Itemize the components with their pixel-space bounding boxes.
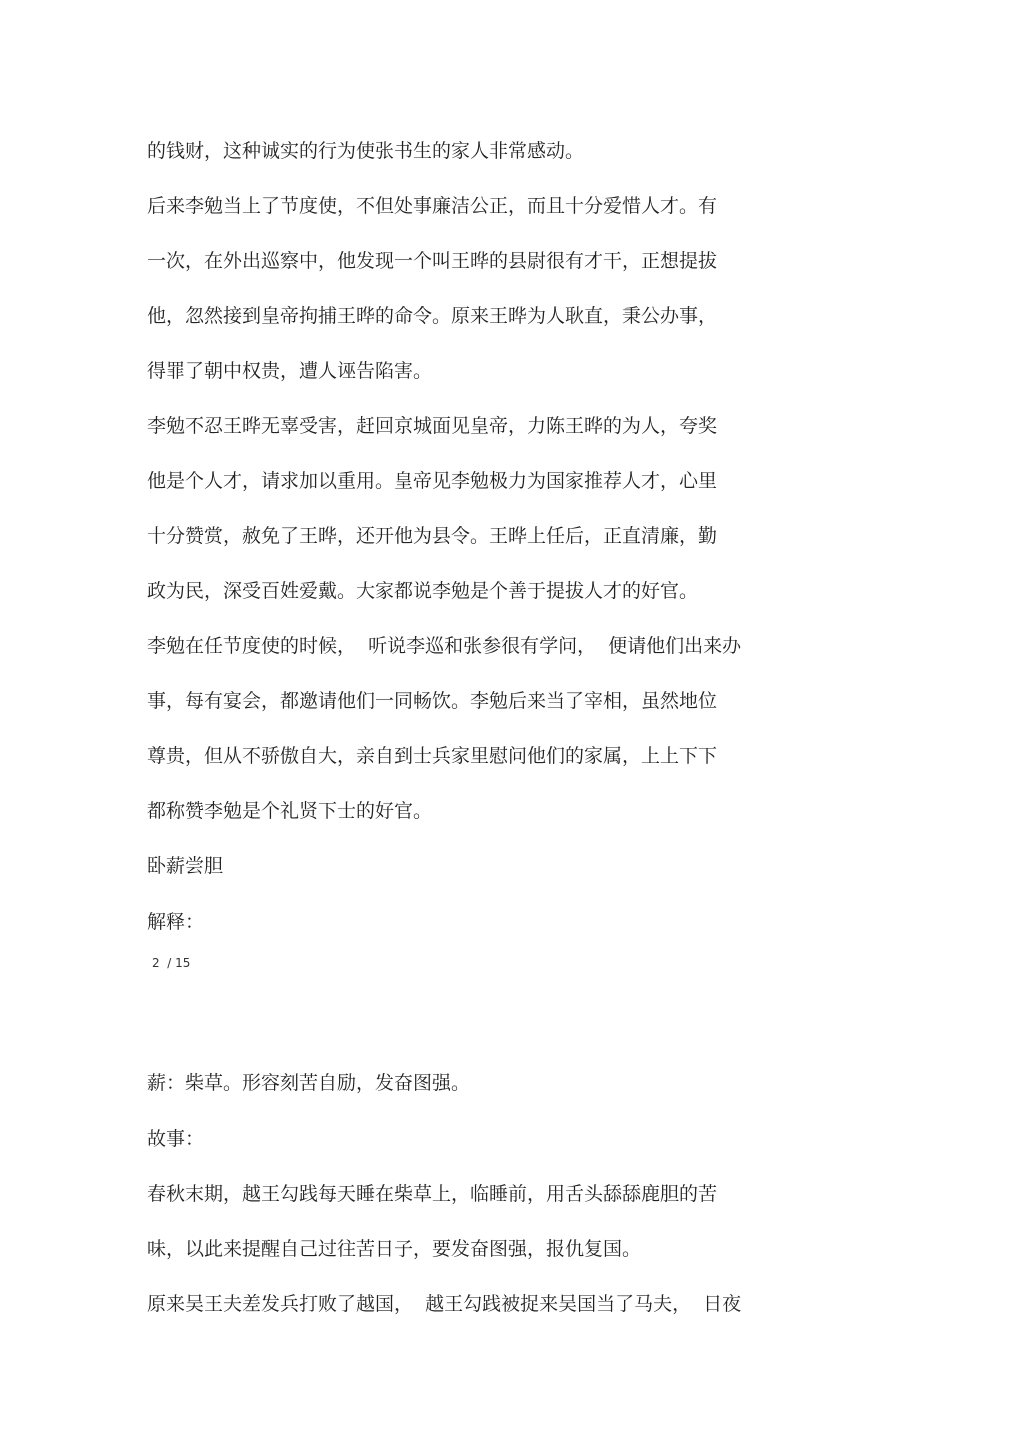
text-line: 薪：柴草。形容刻苦自励，发奋图强。 [147,1072,471,1094]
text-line: 故事： [147,1128,205,1150]
section-heading: 卧薪尝胆 [147,855,224,877]
text-line: 他是个人才，请求加以重用。皇帝见李勉极力为国家推荐人才，心里 [147,470,718,492]
page-number: 2 / 15 [152,956,191,970]
text-line: 尊贵，但从不骄傲自大，亲自到士兵家里慰问他们的家属，上上下下 [147,745,718,767]
text-line: 解释： [147,911,205,933]
text-line: 李勉在任节度使的时候， 听说李巡和张参很有学问， 便请他们出来办 [147,635,742,657]
text-line: 的钱财，这种诚实的行为使张书生的家人非常感动。 [147,140,585,162]
text-line: 十分赞赏，赦免了王晔，还开他为县令。王晔上任后，正直清廉，勤 [147,525,718,547]
text-line: 政为民，深受百姓爱戴。大家都说李勉是个善于提拔人才的好官。 [147,580,699,602]
text-line: 后来李勉当上了节度使，不但处事廉洁公正，而且十分爱惜人才。有 [147,195,718,217]
text-line: 得罪了朝中权贵，遭人诬告陷害。 [147,360,433,382]
text-line: 味，以此来提醒自己过往苦日子，要发奋图强，报仇复国。 [147,1238,642,1260]
text-line: 一次，在外出巡察中，他发现一个叫王晔的县尉很有才干，正想提拔 [147,250,718,272]
text-line: 原来吴王夫差发兵打败了越国， 越王勾践被捉来吴国当了马夫， 日夜 [147,1293,742,1315]
text-line: 事，每有宴会，都邀请他们一同畅饮。李勉后来当了宰相，虽然地位 [147,690,718,712]
text-line: 春秋末期，越王勾践每天睡在柴草上，临睡前，用舌头舔舔鹿胆的苦 [147,1183,718,1205]
text-line: 都称赞李勉是个礼贤下士的好官。 [147,800,433,822]
text-line: 李勉不忍王晔无辜受害，赶回京城面见皇帝，力陈王晔的为人，夸奖 [147,415,718,437]
text-line: 他，忽然接到皇帝拘捕王晔的命令。原来王晔为人耿直，秉公办事， [147,305,718,327]
